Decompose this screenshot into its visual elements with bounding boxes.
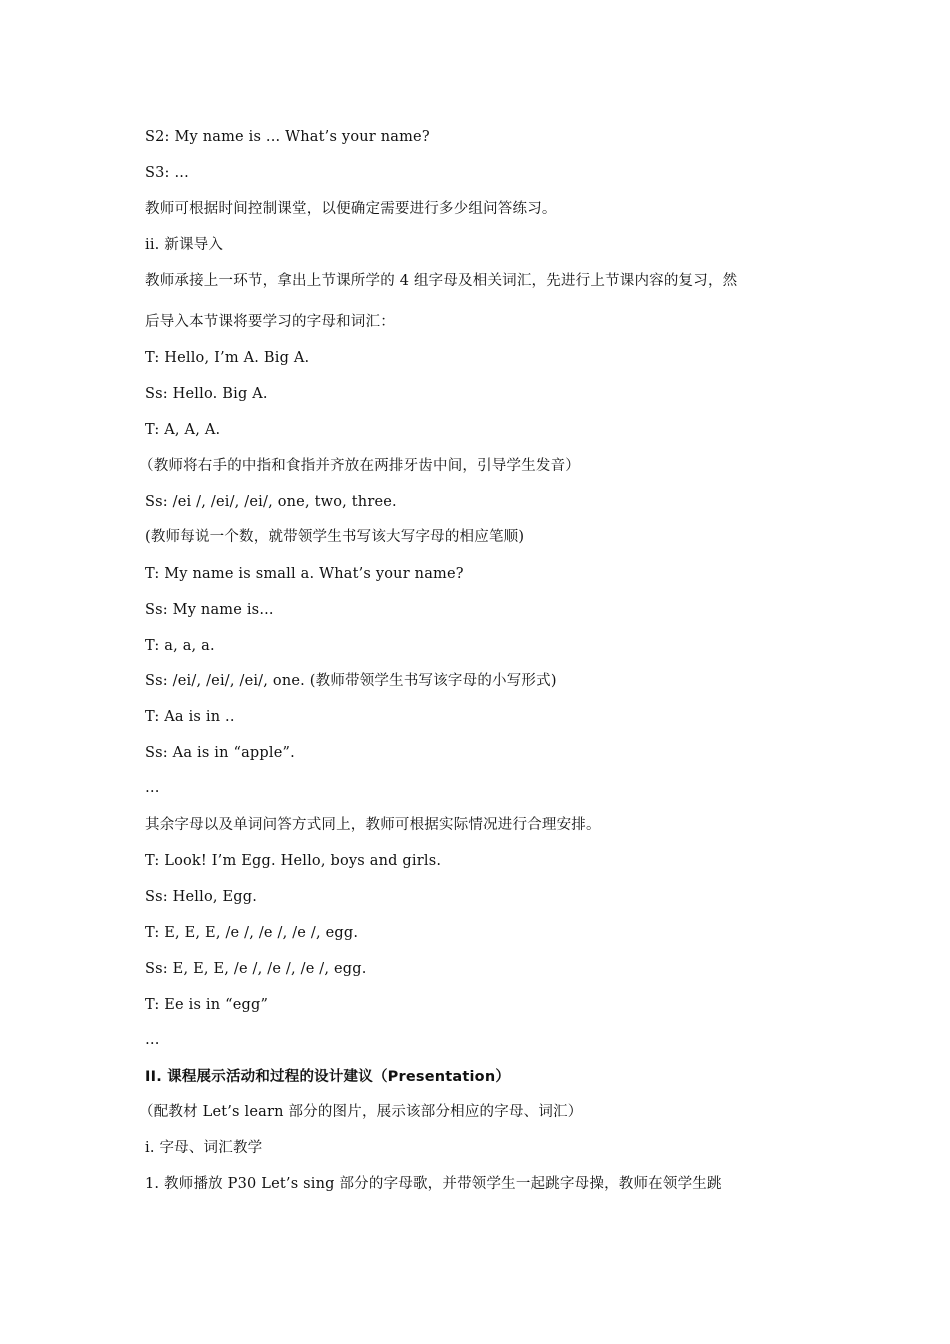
dialogue-line: T: E, E, E, /e /, /e /, /e /, egg. [145,925,359,941]
teacher-note: (教师每说一个数，就带领学生书写该大写字母的相应笔顺) [145,529,525,545]
paragraph-text: 后导入本节课将要学习的字母和词汇： [145,314,395,330]
dialogue-line: Ss: Hello. Big A. [145,386,268,402]
subsection-heading: i. 字母、词汇教学 [145,1140,263,1156]
paragraph-text: 其余字母以及单词问答方式同上，教师可根据实际情况进行合理安排。 [145,817,601,833]
dialogue-line: S2: My name is ... What’s your name? [145,129,430,145]
paragraph-text: 教师承接上一环节，拿出上节课所学的 4 组字母及相关词汇，先进行上节课内容的复习，然 [145,273,738,289]
dialogue-line: T: a, a, a. [145,638,215,654]
dialogue-line: Ss: Aa is in “apple”. [145,745,295,761]
dialogue-line: S3: ... [145,165,189,181]
dialogue-line: T: Hello, I’m A. Big A. [145,350,310,366]
teacher-note: （教师将右手的中指和食指并齐放在两排牙齿中间，引导学生发音） [139,458,580,474]
section-heading: II. 课程展示活动和过程的设计建议（Presentation） [145,1069,511,1085]
dialogue-line: T: Aa is in .. [145,709,235,725]
ellipsis: … [145,1032,160,1048]
dialogue-line: Ss: /ei/, /ei/, /ei/, one. (教师带领学生书写该字母的小写形式) [145,673,557,689]
paragraph-text: 1. 教师播放 P30 Let’s sing 部分的字母歌，并带领学生一起跳字母操，教师在领学生跳 [145,1176,722,1192]
ellipsis: … [145,780,160,796]
dialogue-line: T: Look! I’m Egg. Hello, boys and girls. [145,853,442,869]
dialogue-line: Ss: E, E, E, /e /, /e /, /e /, egg. [145,961,367,977]
dialogue-line: T: Ee is in “egg” [145,997,269,1013]
dialogue-line: T: My name is small a. What’s your name? [145,566,464,582]
paragraph-text: 教师可根据时间控制课堂，以便确定需要进行多少组问答练习。 [145,201,557,217]
dialogue-line: T: A, A, A. [145,422,221,438]
teacher-note: （配教材 Let’s learn 部分的图片，展示该部分相应的字母、词汇） [139,1104,583,1120]
dialogue-line: Ss: /ei /, /ei/, /ei/, one, two, three. [145,494,397,510]
section-heading: ii. 新课导入 [145,237,224,253]
dialogue-line: Ss: My name is... [145,602,274,618]
dialogue-line: Ss: Hello, Egg. [145,889,258,905]
